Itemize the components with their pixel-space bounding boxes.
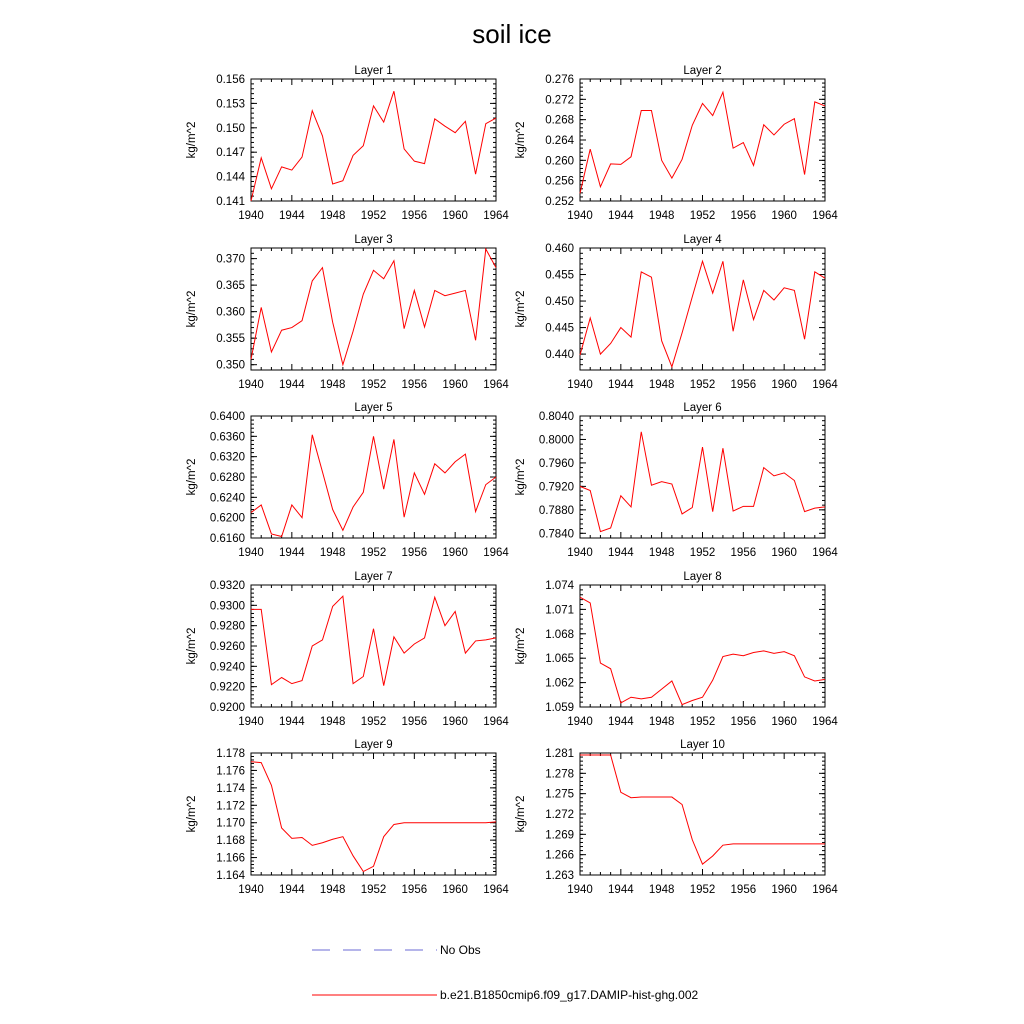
x-tick-label: 1952 [360, 547, 387, 559]
x-tick-label: 1952 [360, 884, 387, 896]
y-axis-label: kg/m^2 [186, 458, 198, 496]
y-tick-label: 0.9260 [209, 641, 245, 653]
panel-title: Layer 1 [354, 65, 393, 77]
series-line-layer-5 [251, 435, 496, 537]
y-tick-label: 1.176 [216, 765, 245, 778]
y-axis-label: kg/m^2 [515, 290, 527, 328]
y-tick-label: 1.166 [216, 852, 245, 865]
x-tick-label: 1948 [648, 379, 675, 391]
y-tick-label: 0.150 [216, 122, 245, 135]
legend [312, 943, 698, 1002]
plot-frame [251, 416, 496, 538]
panel-layer-1 [186, 65, 509, 222]
x-tick-label: 1956 [730, 716, 757, 728]
series-line-layer-9 [251, 762, 496, 872]
x-tick-label: 1948 [648, 884, 675, 896]
y-axis-label: kg/m^2 [186, 627, 198, 665]
panel-layer-7 [186, 571, 509, 728]
y-tick-label: 0.360 [216, 306, 245, 319]
y-tick-label: 0.455 [545, 269, 574, 282]
x-tick-label: 1952 [689, 884, 716, 896]
y-tick-label: 0.141 [216, 196, 245, 208]
panel-layer-6 [515, 402, 838, 559]
x-tick-label: 1964 [812, 547, 838, 559]
y-tick-label: 0.365 [216, 280, 245, 293]
series-line-layer-4 [580, 261, 825, 367]
y-tick-label: 0.6160 [209, 533, 245, 545]
x-tick-label: 1964 [812, 884, 838, 896]
panel-layer-5 [186, 402, 509, 559]
x-tick-label: 1960 [442, 210, 468, 222]
y-tick-label: 0.264 [545, 135, 574, 147]
x-tick-label: 1944 [608, 379, 634, 391]
x-tick-label: 1960 [442, 547, 468, 559]
x-tick-label: 1964 [483, 716, 509, 728]
x-tick-label: 1952 [689, 716, 716, 728]
plot-frame [251, 753, 496, 875]
y-tick-label: 0.6360 [209, 431, 245, 444]
x-tick-label: 1956 [401, 210, 428, 222]
panel-title: Layer 6 [683, 402, 722, 414]
plot-frame [251, 585, 496, 707]
x-tick-label: 1940 [567, 379, 593, 391]
y-tick-label: 0.9280 [209, 620, 245, 633]
plot-frame [580, 416, 825, 538]
x-tick-label: 1940 [238, 716, 264, 728]
plot-frame [251, 79, 496, 201]
y-tick-label: 1.065 [545, 653, 574, 666]
x-tick-label: 1940 [567, 547, 593, 559]
y-tick-label: 0.9240 [209, 661, 245, 674]
panel-layer-2 [515, 65, 838, 222]
y-tick-label: 1.062 [545, 677, 574, 690]
series-line-layer-7 [251, 596, 496, 685]
y-tick-label: 1.172 [216, 800, 245, 813]
y-tick-label: 0.276 [545, 74, 574, 86]
series-line-layer-1 [251, 91, 496, 201]
x-tick-label: 1960 [442, 884, 468, 896]
y-tick-label: 0.268 [545, 114, 574, 127]
y-tick-label: 0.6400 [209, 411, 245, 423]
y-tick-label: 1.164 [216, 870, 245, 882]
plot-frame [251, 248, 496, 370]
x-tick-label: 1944 [279, 716, 305, 728]
x-tick-label: 1940 [567, 210, 593, 222]
x-tick-label: 1944 [608, 884, 634, 896]
x-tick-label: 1956 [401, 547, 428, 559]
x-tick-label: 1952 [360, 379, 387, 391]
panel-layer-9 [186, 739, 509, 896]
x-tick-label: 1960 [771, 379, 797, 391]
y-tick-label: 0.6240 [209, 492, 245, 505]
legend-model-label: b.e21.B1850cmip6.f09_g17.DAMIP-hist-ghg.002 [440, 988, 699, 1002]
x-tick-label: 1952 [689, 210, 716, 222]
x-tick-label: 1960 [771, 210, 797, 222]
panel-title: Layer 8 [683, 571, 722, 583]
y-tick-label: 0.144 [216, 171, 245, 184]
y-tick-label: 1.068 [545, 628, 574, 641]
y-tick-label: 1.272 [545, 809, 574, 821]
series-line-layer-2 [580, 92, 825, 193]
x-tick-label: 1952 [360, 210, 387, 222]
panels-grid [186, 65, 838, 896]
y-tick-label: 0.9320 [209, 580, 245, 592]
x-tick-label: 1940 [238, 884, 264, 896]
panel-title: Layer 2 [683, 65, 722, 77]
series-line-layer-3 [251, 249, 496, 365]
x-tick-label: 1948 [319, 884, 346, 896]
x-tick-label: 1960 [442, 716, 468, 728]
y-tick-label: 0.9200 [209, 702, 245, 714]
x-tick-label: 1956 [730, 884, 757, 896]
y-tick-label: 0.8000 [538, 434, 574, 447]
panel-layer-8 [515, 571, 838, 728]
y-axis-label: kg/m^2 [186, 290, 198, 328]
x-tick-label: 1948 [648, 547, 675, 559]
x-tick-label: 1944 [279, 210, 305, 222]
y-tick-label: 1.266 [545, 849, 574, 862]
x-tick-label: 1960 [771, 716, 797, 728]
plot-frame [580, 248, 825, 370]
y-tick-label: 0.350 [216, 359, 245, 372]
y-tick-label: 0.147 [216, 147, 245, 160]
y-axis-label: kg/m^2 [186, 121, 198, 159]
y-tick-label: 0.256 [545, 175, 574, 188]
series-line-layer-10 [580, 755, 825, 864]
panel-title: Layer 9 [354, 739, 393, 751]
y-axis-label: kg/m^2 [515, 627, 527, 665]
y-tick-label: 0.7960 [538, 457, 574, 470]
x-tick-label: 1964 [483, 547, 509, 559]
main-title: soil ice [472, 19, 552, 49]
legend-no-obs-label: No Obs [440, 943, 481, 957]
y-tick-label: 0.9300 [209, 600, 245, 613]
x-tick-label: 1948 [319, 716, 346, 728]
x-tick-label: 1952 [689, 547, 716, 559]
y-tick-label: 1.263 [545, 870, 574, 882]
y-tick-label: 1.071 [545, 604, 574, 617]
panel-layer-10 [515, 739, 838, 896]
x-tick-label: 1944 [608, 716, 634, 728]
x-tick-label: 1948 [319, 547, 346, 559]
y-tick-label: 0.7920 [538, 481, 574, 494]
y-tick-label: 0.355 [216, 333, 245, 346]
y-tick-label: 0.440 [545, 349, 574, 362]
y-tick-label: 0.260 [545, 155, 574, 168]
x-tick-label: 1944 [279, 379, 305, 391]
y-tick-label: 0.153 [216, 98, 245, 111]
x-tick-label: 1940 [238, 210, 264, 222]
y-tick-label: 0.7840 [538, 528, 574, 541]
x-tick-label: 1948 [319, 379, 346, 391]
x-tick-label: 1960 [771, 884, 797, 896]
y-tick-label: 0.252 [545, 196, 574, 208]
x-tick-label: 1940 [567, 716, 593, 728]
series-line-layer-8 [580, 597, 825, 704]
y-tick-label: 1.074 [545, 580, 574, 592]
panel-title: Layer 3 [354, 234, 393, 246]
y-tick-label: 1.275 [545, 788, 574, 801]
y-tick-label: 0.460 [545, 243, 574, 255]
y-axis-label: kg/m^2 [515, 121, 527, 159]
y-tick-label: 1.178 [216, 748, 245, 760]
y-tick-label: 1.174 [216, 782, 245, 795]
x-tick-label: 1964 [483, 884, 509, 896]
y-tick-label: 0.7880 [538, 504, 574, 517]
y-axis-label: kg/m^2 [186, 795, 198, 833]
panel-title: Layer 7 [354, 571, 393, 583]
x-tick-label: 1956 [401, 716, 428, 728]
x-tick-label: 1956 [401, 379, 428, 391]
plot-frame [580, 753, 825, 875]
x-tick-label: 1944 [279, 547, 305, 559]
x-tick-label: 1964 [483, 210, 509, 222]
x-tick-label: 1964 [483, 379, 509, 391]
x-tick-label: 1952 [360, 716, 387, 728]
panel-title: Layer 4 [683, 234, 722, 246]
x-tick-label: 1940 [238, 379, 264, 391]
series-line-layer-6 [580, 432, 825, 532]
x-tick-label: 1964 [812, 716, 838, 728]
x-tick-label: 1964 [812, 379, 838, 391]
y-axis-label: kg/m^2 [515, 458, 527, 496]
y-tick-label: 1.281 [545, 748, 574, 760]
x-tick-label: 1956 [730, 547, 757, 559]
panel-title: Layer 5 [354, 402, 393, 414]
x-tick-label: 1948 [648, 716, 675, 728]
x-tick-label: 1940 [238, 547, 264, 559]
y-tick-label: 0.450 [545, 296, 574, 309]
x-tick-label: 1948 [648, 210, 675, 222]
y-tick-label: 0.156 [216, 74, 245, 86]
x-tick-label: 1956 [730, 379, 757, 391]
x-tick-label: 1960 [771, 547, 797, 559]
y-tick-label: 0.6280 [209, 472, 245, 484]
y-tick-label: 1.168 [216, 835, 245, 848]
y-axis-label: kg/m^2 [515, 795, 527, 833]
x-tick-label: 1944 [608, 547, 634, 559]
x-tick-label: 1940 [567, 884, 593, 896]
panel-layer-4 [515, 234, 838, 391]
x-tick-label: 1944 [279, 884, 305, 896]
x-tick-label: 1964 [812, 210, 838, 222]
y-tick-label: 1.059 [545, 702, 574, 714]
y-tick-label: 0.9220 [209, 681, 245, 694]
y-tick-label: 0.8040 [538, 411, 574, 423]
x-tick-label: 1952 [689, 379, 716, 391]
panel-layer-3 [186, 234, 509, 391]
y-tick-label: 1.170 [216, 817, 245, 830]
x-tick-label: 1960 [442, 379, 468, 391]
y-tick-label: 0.272 [545, 94, 574, 107]
x-tick-label: 1948 [319, 210, 346, 222]
panel-title: Layer 10 [680, 739, 725, 751]
y-tick-label: 0.6320 [209, 451, 245, 464]
plot-frame [580, 79, 825, 201]
x-tick-label: 1956 [401, 884, 428, 896]
y-tick-label: 0.370 [216, 253, 245, 266]
x-tick-label: 1944 [608, 210, 634, 222]
y-tick-label: 0.6200 [209, 512, 245, 525]
x-tick-label: 1956 [730, 210, 757, 222]
y-tick-label: 1.269 [545, 829, 574, 842]
y-tick-label: 0.445 [545, 322, 574, 335]
y-tick-label: 1.278 [545, 768, 574, 781]
